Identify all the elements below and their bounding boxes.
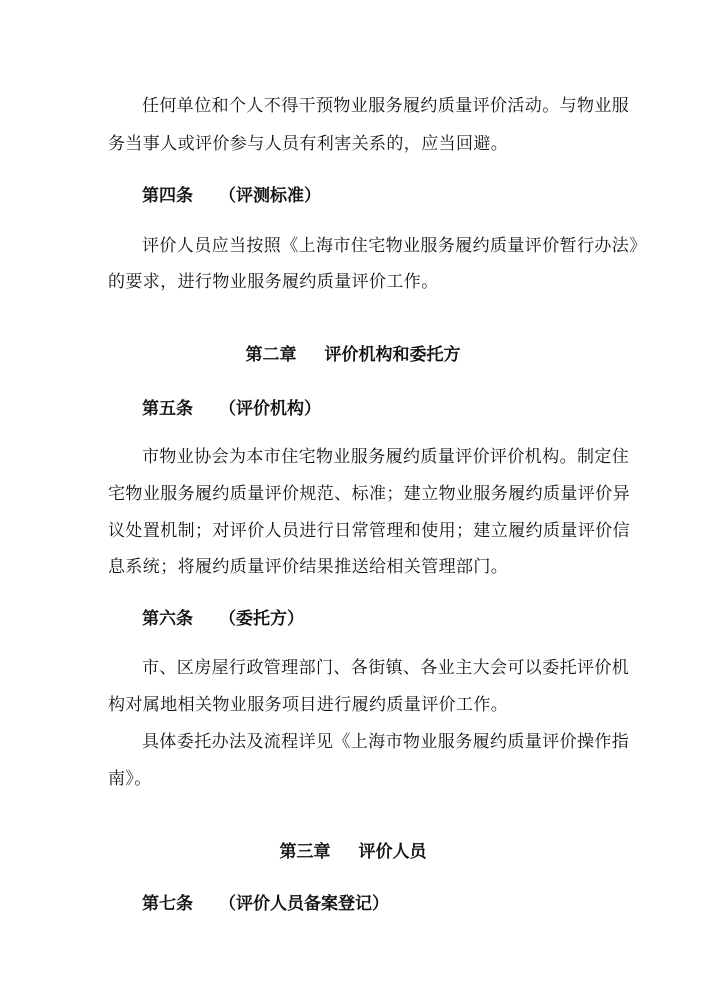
article-number: 第五条 [142,399,193,419]
paragraph-line: 市、区房屋行政管理部门、各街镇、各业主大会可以委托评价机 [142,658,630,678]
paragraph-line: 市物业协会为本市住宅物业服务履约质量评价评价机构。制定住 [142,447,630,467]
paragraph-line: 的要求，进行物业服务履约质量评价工作。 [108,272,439,292]
article-heading-6 [142,608,304,630]
chapter-title: 评价人员 [358,842,427,862]
article-title: （评价机构） [219,399,321,419]
article-number: 第六条 [142,609,193,629]
chapter-heading-3 [0,841,706,863]
chapter-title: 评价机构和委托方 [324,345,461,365]
article-title: （评测标准） [219,186,321,206]
paragraph-line: 议处置机制；对评价人员进行日常管理和使用；建立履约质量评价信 [108,521,630,541]
paragraph-line: 息系统；将履约质量评价结果推送给相关管理部门。 [108,557,509,577]
article-number: 第四条 [142,186,193,206]
chapter-number: 第二章 [245,345,297,365]
paragraph-line: 宅物业服务履约质量评价规范、标准；建立物业服务履约质量评价异 [108,484,630,504]
paragraph-line: 任何单位和个人不得干预物业服务履约质量评价活动。与物业服 [142,96,630,116]
article-title: （评价人员备案登记） [219,894,389,914]
article-heading-7 [142,893,389,915]
chapter-number: 第三章 [279,842,331,862]
chapter-heading-2 [0,344,706,366]
paragraph-line: 构对属地相关物业服务项目进行履约质量评价工作。 [108,695,509,715]
paragraph-line: 务当事人或评价参与人员有利害关系的，应当回避。 [108,134,509,154]
article-number: 第七条 [142,894,193,914]
paragraph-line: 具体委托办法及流程详见《上海市物业服务履约质量评价操作指 [142,732,630,752]
article-title: （委托方） [219,609,304,629]
paragraph-line: 评价人员应当按照《上海市住宅物业服务履约质量评价暂行办法》 [142,236,647,256]
paragraph-line: 南》。 [108,769,152,789]
article-heading-5 [142,398,321,420]
article-heading-4 [142,185,321,207]
